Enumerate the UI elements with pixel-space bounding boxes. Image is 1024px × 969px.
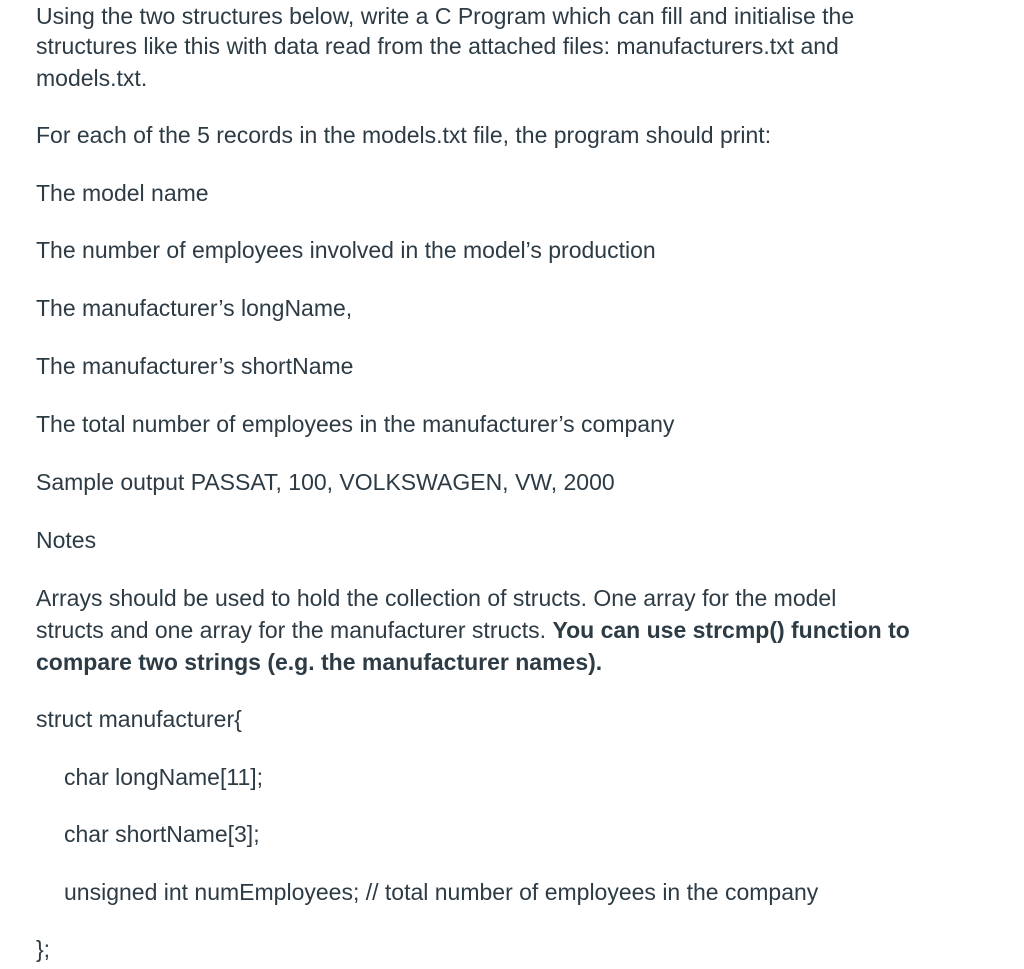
- notes-line-3: compare two strings (e.g. the manufacturer names).: [36, 649, 603, 675]
- code-field-num-employees: unsigned int numEmployees; // total number of employees in the company: [64, 879, 819, 905]
- notes-heading: Notes: [36, 527, 97, 553]
- notes-line-1: Arrays should be used to hold the collection of structs. One array for the model: [36, 585, 837, 611]
- notes-line-2-plain: structs and one array for the manufacturer structs.: [36, 617, 553, 643]
- code-field-short-name: char shortName[3];: [64, 821, 260, 847]
- notes-line-2: [36, 614, 910, 646]
- item-model-name: The model name: [36, 180, 209, 206]
- item-total-employees: The total number of employees in the manufacturer’s company: [36, 411, 675, 437]
- code-struct-open: struct manufacturer{: [36, 706, 242, 732]
- intro-line-1: Using the two structures below, write a C Program which can fill and initialise the: [36, 3, 855, 29]
- print-intro: For each of the 5 records in the models.txt file, the program should print:: [36, 122, 772, 148]
- item-model-employees: The number of employees involved in the model’s production: [36, 237, 656, 263]
- intro-line-3: models.txt.: [36, 65, 148, 91]
- notes-line-2-bold: You can use strcmp() function to: [552, 617, 910, 643]
- code-struct-close: };: [36, 936, 51, 962]
- code-field-long-name: char longName[11];: [64, 764, 264, 790]
- sample-output: Sample output PASSAT, 100, VOLKSWAGEN, VW, 2000: [36, 469, 615, 495]
- intro-line-2: structures like this with data read from the attached files: manufacturers.txt and: [36, 33, 839, 59]
- item-long-name: The manufacturer’s longName,: [36, 295, 353, 321]
- item-short-name: The manufacturer’s shortName: [36, 353, 354, 379]
